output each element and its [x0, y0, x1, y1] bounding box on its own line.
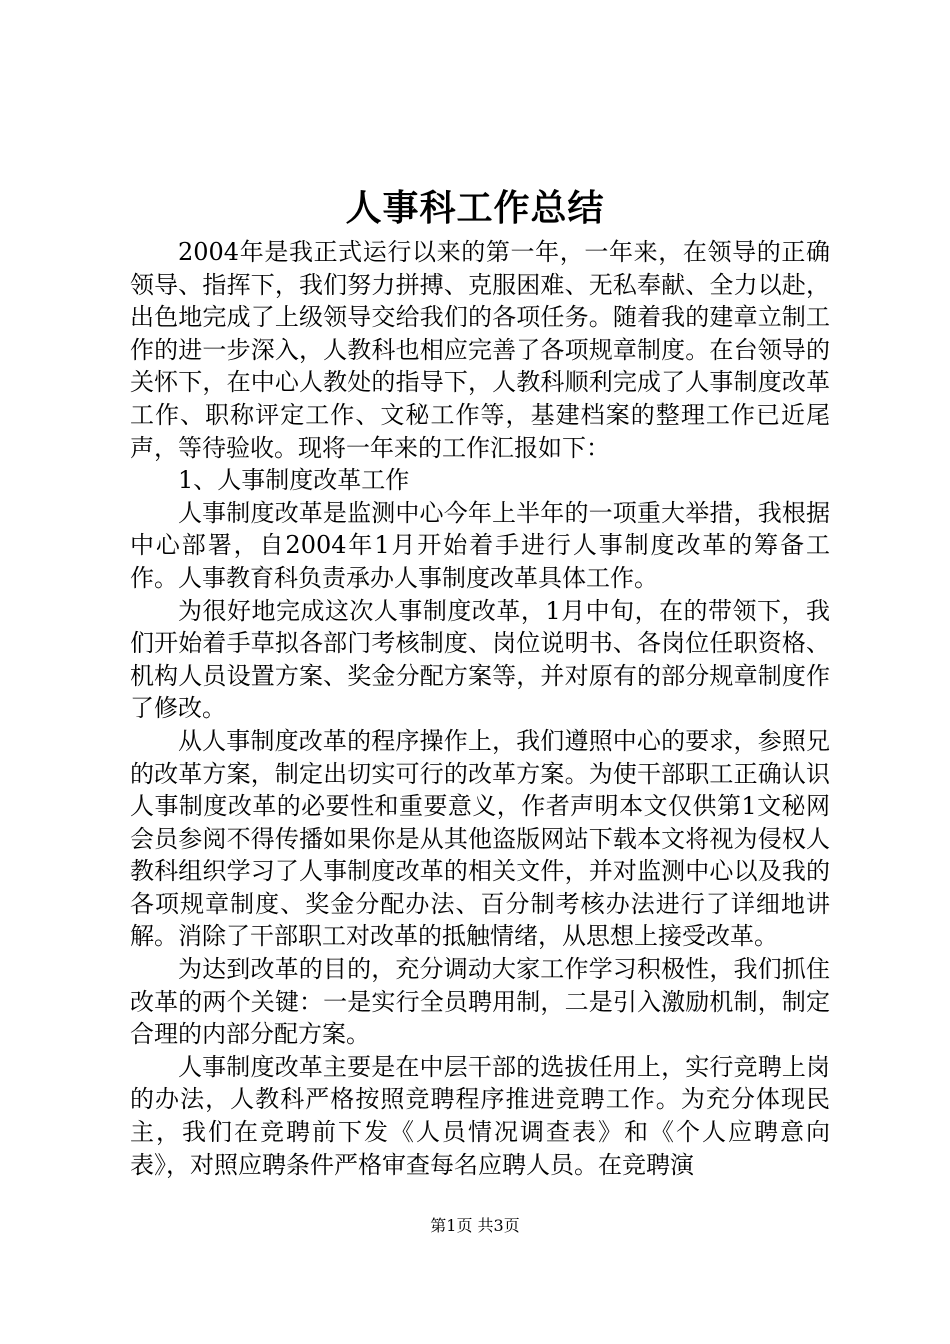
section-heading-1: 1、人事制度改革工作 [178, 466, 410, 495]
document-title: 人事科工作总结 [345, 187, 605, 229]
paragraph: 为很好地完成这次人事制度改革，1月中旬，在的带领下，我们开始着手草拟各部门考核制度、岗位说明书、各岗位任职资格、机构人员设置方案、奖金分配方案等，并对原有的部分规章制度作了修改。 [130, 596, 830, 723]
page-number-footer: 第1页 共3页 [430, 1216, 520, 1235]
paragraph: 为达到改革的目的，充分调动大家工作学习积极性，我们抓住改革的两个关键：一是实行全员聘用制，二是引入激励机制，制定合理的内部分配方案。 [130, 955, 830, 1049]
paragraph-intro: 2004年是我正式运行以来的第一年，一年来，在领导的正确领导、指挥下，我们努力拼搏、克服困难、无私奉献、全力以赴，出色地完成了上级领导交给我们的各项任务。随着我的建章立制工作的进一步深入，人教科也相应完善了各项规章制度。在台领导的关怀下，在中心人教处的指导下，人教科顺利完成了人事制度改革工作、职称评定工作、文秘工作等，基建档案的整理工作已近尾声，等待验收。现将一年来的工作汇报如下： [130, 238, 830, 462]
document-body [130, 236, 830, 1181]
paragraph: 人事制度改革是监测中心今年上半年的一项重大举措，我根据中心部署，自2004年1月开始着手进行人事制度改革的筹备工作。人事教育科负责承办人事制度改革具体工作。 [130, 498, 830, 592]
paragraph: 人事制度改革主要是在中层干部的选拔任用上，实行竞聘上岗的办法，人教科严格按照竞聘程序推进竞聘工作。为充分体现民主，我们在竞聘前下发《人员情况调查表》和《个人应聘意向表》，对照应聘条件严格审查每名应聘人员。在竞聘演 [130, 1052, 830, 1179]
paragraph: 从人事制度改革的程序操作上，我们遵照中心的要求，参照兄的改革方案，制定出切实可行的改革方案。为使干部职工正确认识人事制度改革的必要性和重要意义，作者声明本文仅供第1文秘网会员参阅不得传播如果你是从其他盗版网站下载本文将视为侵权人教科组织学习了人事制度改革的相关文件，并对监测中心以及我的各项规章制度、奖金分配办法、百分制考核办法进行了详细地讲解。消除了干部职工对改革的抵触情绪，从思想上接受改革。 [130, 726, 830, 951]
